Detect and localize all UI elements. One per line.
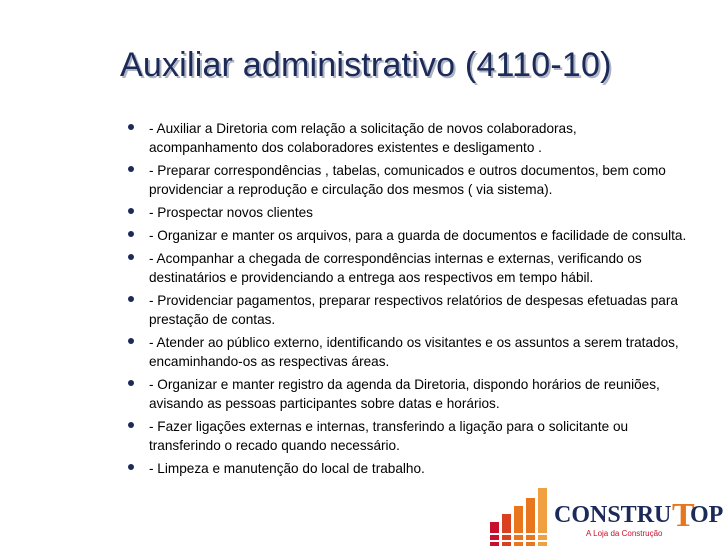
bullet-text: - Limpeza e manutenção do local de trabalho. [149,461,425,476]
bullet-item [128,119,688,157]
bullet-dot-icon [128,338,134,344]
logo-wordmark-t: T [672,497,695,534]
construtop-logo [486,478,728,546]
bullet-item [128,291,688,329]
bullet-dot-icon [128,254,134,260]
bullet-text: - Providenciar pagamentos, preparar respectivos relatórios de despesas efetuadas para prestação de contas. [149,293,678,327]
bullet-item [128,249,688,287]
bullet-dot-icon [128,231,134,237]
bullet-text: - Auxiliar a Diretoria com relação a solicitação de novos colaboradoras, acompanhamento dos colaboradores existentes e desligamento . [149,121,577,155]
bullet-dot-icon [128,208,134,214]
bullet-dot-icon [128,166,134,172]
bullet-item [128,203,688,222]
slide-title: Auxiliar administrativo (4110-10) [120,46,612,84]
bullet-item [128,161,688,199]
bullet-dot-icon [128,380,134,386]
construtop-logo-graphic [486,478,728,546]
logo-bar-4 [526,498,535,546]
bullet-dot-icon [128,124,134,130]
bullet-dot-icon [128,296,134,302]
bullet-dot-icon [128,422,134,428]
bullet-list [128,119,688,482]
logo-wordmark-part2: OP [690,502,724,528]
bullet-item [128,417,688,455]
bullet-text: - Organizar e manter os arquivos, para a guarda de documentos e facilidade de consulta. [149,228,687,243]
bullet-dot-icon [128,464,134,470]
bullet-text: - Prospectar novos clientes [149,205,313,220]
bullet-item [128,375,688,413]
bullet-text: - Fazer ligações externas e internas, transferindo a ligação para o solicitante ou transferindo o recado quando necessário. [149,419,629,453]
bullet-item [128,333,688,371]
logo-tagline: A Loja da Construção [586,529,663,538]
bullet-item [128,459,688,478]
bullet-text: - Acompanhar a chegada de correspondências internas e externas, verificando os destinatários e providenciando a entrega aos respectivos em tempo hábil. [149,251,642,285]
logo-bar-5 [538,488,547,546]
bullet-item [128,226,688,245]
bullet-text: - Preparar correspondências , tabelas, comunicados e outros documentos, bem como providenciar a reprodução e circulação dos mesmos ( via sistema). [149,163,666,197]
bullet-text: - Atender ao público externo, identificando os visitantes e os assuntos a serem tratados, encaminhando-os as respectivas áreas. [149,335,679,369]
logo-wordmark-part1: CONSTRU [554,502,672,528]
bullet-text: - Organizar e manter registro da agenda da Diretoria, dispondo horários de reuniões, avisando as pessoas participantes sobre datas e horários. [149,377,660,411]
